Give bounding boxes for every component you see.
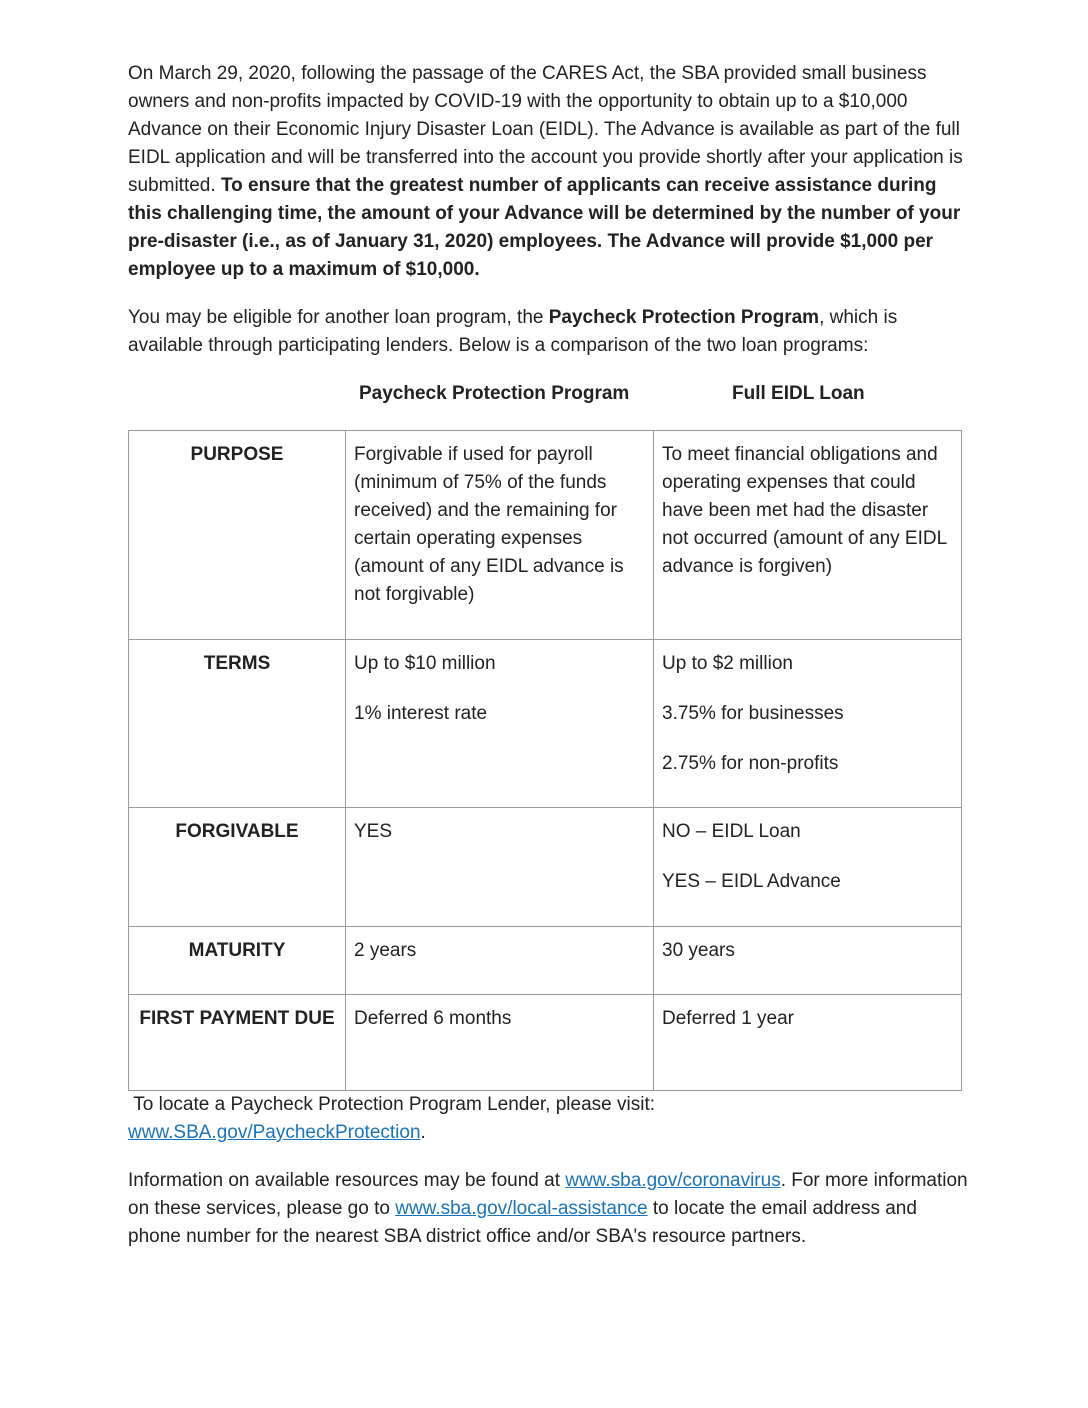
table-row <box>129 995 962 1091</box>
cell-text: 1% interest rate <box>354 703 488 724</box>
resources-paragraph <box>128 1167 968 1251</box>
column-header-eidl: Full EIDL Loan <box>732 383 865 404</box>
terms-eidl-cell <box>654 640 962 808</box>
row-label-purpose: PURPOSE <box>129 431 346 640</box>
cell-text: Forgivable if used for payroll (minimum of 75% of the funds received) and the remaining for certain operating expenses (amount of any EIDL advance is not forgivable) <box>354 444 624 605</box>
eligibility-paragraph <box>128 304 968 360</box>
locate-end: . <box>420 1122 426 1143</box>
first-payment-ppp-cell <box>346 995 654 1091</box>
cell-text: Deferred 1 year <box>662 1008 795 1029</box>
cell-text: NO – EIDL Loan <box>662 821 801 842</box>
resources-text-1: Information on available resources may be found at <box>128 1170 560 1191</box>
cell-text: To meet financial obligations and operating expenses that could have been met had the disaster not occurred (amount of any EIDL advance is forgiven) <box>662 444 947 577</box>
intro-text: On March 29, 2020, following the passage of the CARES Act, the SBA provided small business owners and non-profits impacted by COVID-19 with the opportunity to obtain up to a $10,000 Advance on their Economic Injury Disaster Loan (EIDL). The Advance is available as part of the full EIDL application and will be transferred into the account you provide shortly after your application is submitted. <box>128 63 963 196</box>
comparison-table <box>128 430 962 1091</box>
locate-text: To locate a Paycheck Protection Program Lender, please visit: <box>133 1094 656 1115</box>
cell-text: 3.75% for businesses <box>662 703 844 724</box>
cell-text: 30 years <box>662 940 735 961</box>
first-payment-eidl-cell <box>654 995 962 1091</box>
resources-text-2: . For more information on these services, please go to <box>128 1170 968 1219</box>
comparison-column-headers <box>128 380 968 408</box>
cell-text: Deferred 6 months <box>354 1008 512 1029</box>
cell-text: 2.75% for non-profits <box>662 753 839 774</box>
purpose-ppp-cell <box>346 431 654 640</box>
table-row <box>129 431 962 640</box>
forgivable-ppp-cell <box>346 808 654 927</box>
locate-lender-paragraph <box>128 1091 968 1147</box>
eligibility-text-before: You may be eligible for another loan program, the <box>128 307 544 328</box>
column-header-ppp: Paycheck Protection Program <box>359 383 630 404</box>
table-row <box>129 808 962 927</box>
intro-bold-text: To ensure that the greatest number of applicants can receive assistance during this challenging time, the amount of your Advance will be determined by the number of your pre-disaster (i.e., as of January 31, 2020) employees. The Advance will provide $1,000 per employee up to a maximum of $10,000. <box>128 175 961 280</box>
row-label-maturity: MATURITY <box>129 927 346 995</box>
local-assistance-link[interactable]: www.sba.gov/local-assistance <box>395 1198 648 1219</box>
table-row <box>129 927 962 995</box>
document-page <box>128 60 968 1251</box>
row-label-first-payment-due: FIRST PAYMENT DUE <box>129 995 346 1091</box>
eligibility-text-after: , which is available through participating lenders. Below is a comparison of the two loan programs: <box>128 307 898 356</box>
maturity-eidl-cell <box>654 927 962 995</box>
purpose-eidl-cell <box>654 431 962 640</box>
forgivable-eidl-cell <box>654 808 962 927</box>
ppp-program-name: Paycheck Protection Program <box>548 307 820 328</box>
cell-text: YES – EIDL Advance <box>662 871 841 892</box>
intro-paragraph <box>128 60 968 284</box>
cell-text: 2 years <box>354 940 417 961</box>
terms-ppp-cell <box>346 640 654 808</box>
paycheck-protection-link[interactable]: www.SBA.gov/PaycheckProtection <box>128 1122 421 1143</box>
cell-text: YES <box>354 821 393 842</box>
row-label-forgivable: FORGIVABLE <box>129 808 346 927</box>
maturity-ppp-cell <box>346 927 654 995</box>
row-label-terms: TERMS <box>129 640 346 808</box>
cell-text: Up to $10 million <box>354 653 496 674</box>
resources-text-3: to locate the email address and phone number for the nearest SBA district office and/or SBA's resource partners. <box>128 1198 917 1247</box>
coronavirus-link[interactable]: www.sba.gov/coronavirus <box>565 1170 781 1191</box>
cell-text: Up to $2 million <box>662 653 793 674</box>
table-row <box>129 640 962 808</box>
